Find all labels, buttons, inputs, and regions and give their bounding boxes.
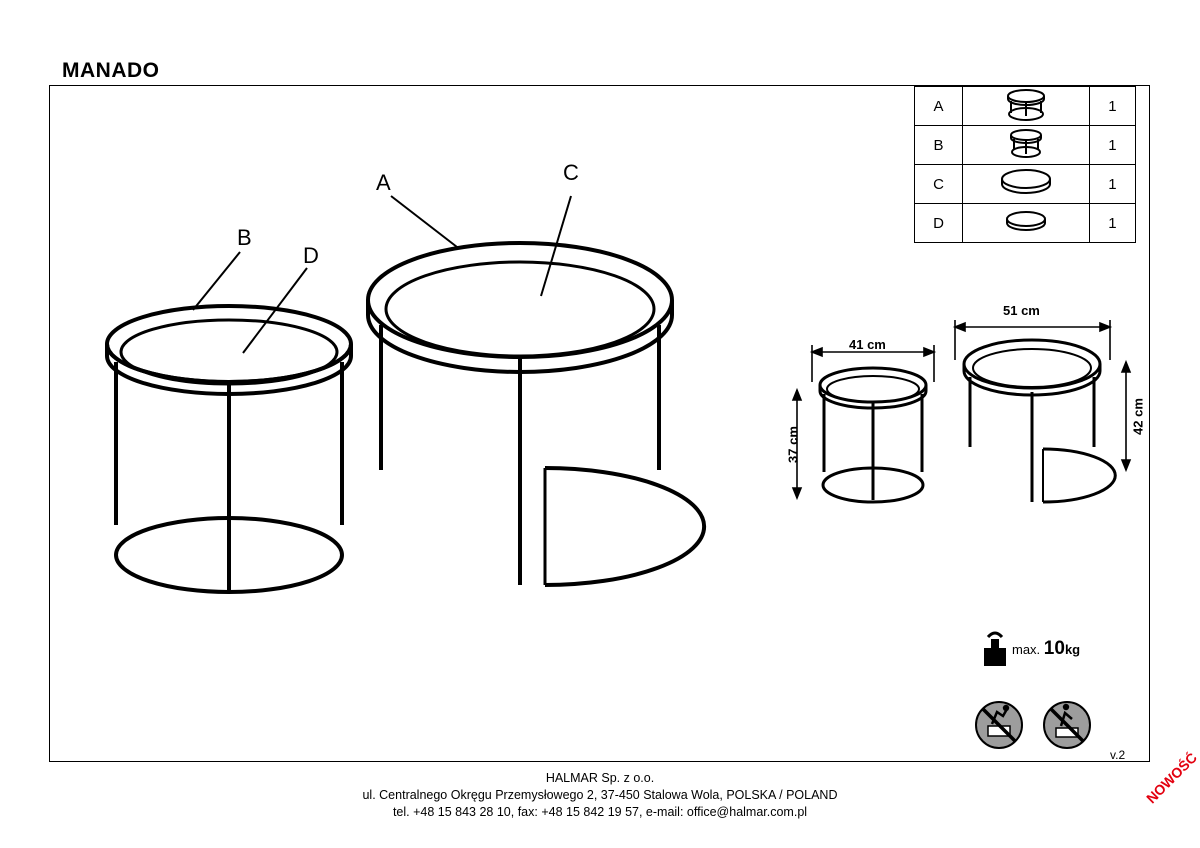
part-icon-cell: [963, 126, 1090, 165]
nowosc-badge: NOWOŚĆ: [1143, 749, 1200, 807]
max-load-value: 10: [1043, 638, 1065, 659]
max-load-prefix: max.: [1012, 642, 1041, 657]
callout-label-d: D: [303, 243, 319, 268]
callout-label-c: C: [563, 160, 579, 185]
max-load-info: [1012, 638, 1080, 660]
table-row: [915, 126, 1136, 165]
parts-list-table: [914, 86, 1136, 243]
part-letter: A: [915, 87, 963, 126]
version-label: v.2: [1110, 748, 1126, 762]
table-row: [915, 204, 1136, 243]
table-row: [915, 87, 1136, 126]
part-letter: C: [915, 165, 963, 204]
round-tabletop-icon: [966, 165, 1086, 199]
part-letter: B: [915, 126, 963, 165]
max-load-unit: kg: [1064, 642, 1081, 657]
dimension-small-height: 37 cm: [785, 426, 801, 463]
part-qty: 1: [1089, 87, 1135, 126]
part-qty: 1: [1089, 126, 1135, 165]
small-round-table-icon: [966, 126, 1086, 160]
callout-label-a: A: [376, 170, 391, 195]
callout-label-b: B: [237, 225, 252, 250]
round-tabletop-icon: [966, 204, 1086, 238]
table-row: [915, 165, 1136, 204]
part-icon-cell: [963, 87, 1090, 126]
dimension-large-height: 42 cm: [1130, 398, 1146, 435]
page-title: MANADO: [62, 59, 160, 82]
part-icon-cell: [963, 204, 1090, 243]
part-qty: 1: [1089, 165, 1135, 204]
footer-line-2: ul. Centralnego Okręgu Przemysłowego 2, 37-450 Stalowa Wola, POLSKA / POLAND: [362, 788, 838, 802]
footer-address: [0, 770, 1200, 821]
part-icon-cell: [963, 165, 1090, 204]
dimension-large-width: 51 cm: [1003, 303, 1040, 318]
dimension-small-width: 41 cm: [849, 337, 886, 352]
footer-line-3: tel. +48 15 843 28 10, fax: +48 15 842 19 57, e-mail: office@halmar.com.pl: [392, 805, 808, 819]
small-round-table-icon: [966, 87, 1086, 121]
part-letter: D: [915, 204, 963, 243]
part-qty: 1: [1089, 204, 1135, 243]
footer-line-1: HALMAR Sp. z o.o.: [545, 771, 655, 785]
